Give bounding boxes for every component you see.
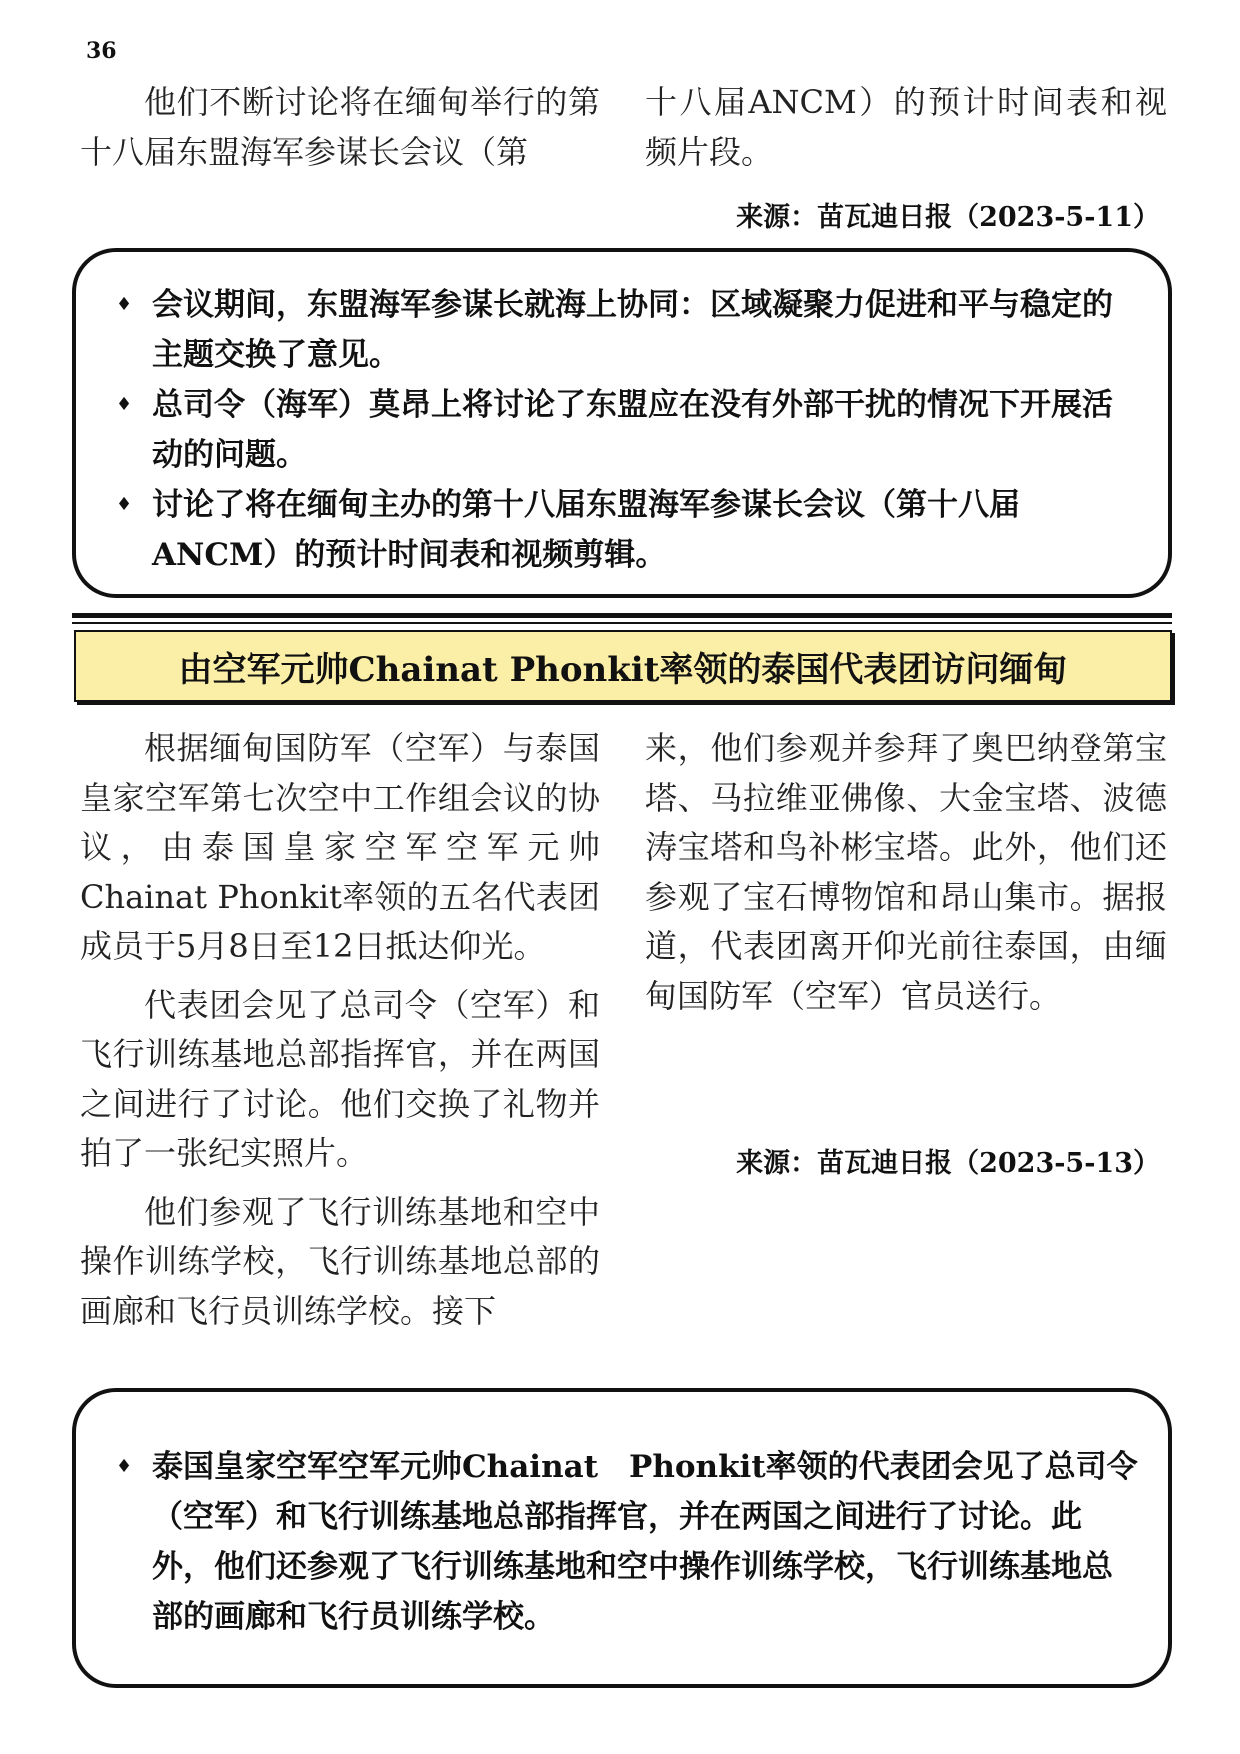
paragraph: 他们参观了飞行训练基地和空中操作训练学校，飞行训练基地总部的画廊和飞行员训练学校。接下 bbox=[80, 1192, 600, 1330]
diamond-bullet-icon: ♦ bbox=[116, 394, 133, 415]
article-right-column bbox=[645, 724, 1167, 1021]
diamond-bullet-icon: ♦ bbox=[116, 494, 133, 515]
article-left-column bbox=[80, 724, 600, 1336]
source-citation: 来源：苗瓦迪日报（2023-5-13） bbox=[736, 1148, 1160, 1179]
section1-right-column bbox=[645, 78, 1167, 177]
summary-item-text: 讨论了将在缅甸主办的第十八届东盟海军参谋长会议（第十八届ANCM）的预计时间表和视频剪辑。 bbox=[152, 487, 1020, 573]
summary-list bbox=[102, 280, 1142, 580]
paragraph: 根据缅甸国防军（空军）与泰国皇家空军第七次空中工作组会议的协议，由泰国皇家空军空军元帅Chainat Phonkit率领的五名代表团成员于5月8日至12日抵达仰光。 bbox=[80, 729, 600, 965]
paragraph: 十八届ANCM）的预计时间表和视频片段。 bbox=[645, 83, 1167, 171]
summary-item-text: 泰国皇家空军空军元帅Chainat Phonkit率领的代表团会见了总司令（空军）和飞行训练基地总部指挥官，并在两国之间进行了讨论。此外，他们还参观了飞行训练基地和空中操作训练学校，飞行训练基地总部的画廊和飞行员训练学校。 bbox=[152, 1449, 1138, 1635]
summary-item bbox=[102, 280, 1142, 380]
paragraph: 代表团会见了总司令（空军）和飞行训练基地总部指挥官，并在两国之间进行了讨论。他们交换了礼物并拍了一张纪实照片。 bbox=[80, 985, 600, 1172]
page-number: 36 bbox=[86, 38, 117, 64]
source-citation: 来源：苗瓦迪日报（2023-5-11） bbox=[736, 202, 1160, 233]
summary-item-text: 总司令（海军）莫昂上将讨论了东盟应在没有外部干扰的情况下开展活动的问题。 bbox=[152, 387, 1113, 473]
summary-list bbox=[102, 1442, 1142, 1642]
summary-box bbox=[72, 1388, 1172, 1688]
summary-box bbox=[72, 248, 1172, 598]
summary-item-text: 会议期间，东盟海军参谋长就海上协同：区域凝聚力促进和平与稳定的主题交换了意见。 bbox=[152, 287, 1113, 373]
article-headline: 由空军元帅Chainat Phonkit率领的泰国代表团访问缅甸 bbox=[178, 649, 1068, 690]
diamond-bullet-icon: ♦ bbox=[116, 1456, 133, 1477]
article-headline-bar bbox=[74, 630, 1172, 702]
divider-rule bbox=[72, 622, 1172, 624]
section1-left-column bbox=[80, 78, 600, 177]
paragraph: 他们不断讨论将在缅甸举行的第十八届东盟海军参谋长会议（第 bbox=[80, 83, 600, 171]
summary-item bbox=[102, 1442, 1142, 1642]
divider-rule bbox=[72, 613, 1172, 618]
diamond-bullet-icon: ♦ bbox=[116, 294, 133, 315]
paragraph: 来，他们参观并参拜了奥巴纳登第宝塔、马拉维亚佛像、大金宝塔、波德涛宝塔和鸟补彬宝塔。此外，他们还参观了宝石博物馆和昂山集市。据报道，代表团离开仰光前往泰国，由缅甸国防军（空军）官员送行。 bbox=[645, 729, 1167, 1015]
summary-item bbox=[102, 480, 1142, 580]
summary-item bbox=[102, 380, 1142, 480]
